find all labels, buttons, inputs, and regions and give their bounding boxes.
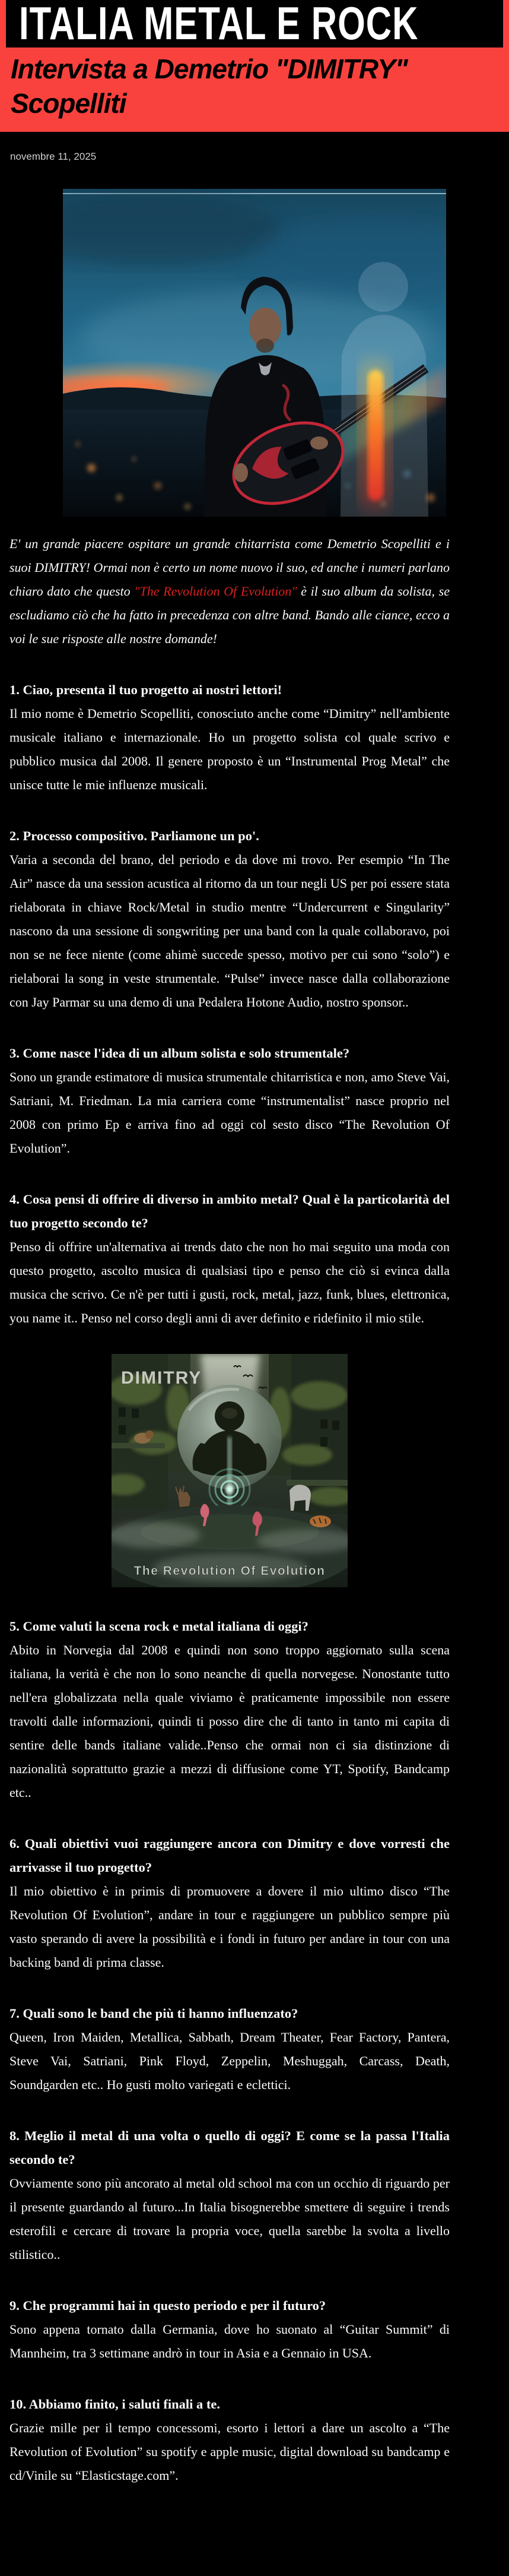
site-logo-banner[interactable]: [6, 0, 503, 48]
beard: [256, 338, 274, 353]
answer-paragraph: Il mio obiettivo è in primis di promuovere a dovere il mio ultimo disco “The Revolution Of Evolution”, andare in tour e raggiungere un pubblico sempre più vasto sperando di avere la possibilità e i fondi in futuro per andare in tour con una backing band di prima classe.: [9, 1883, 450, 1970]
answer-paragraph: Grazie mille per il tempo concessomi, esorto i lettori a dare un ascolto a “The Revolution of Evolution” su spotify e apple music, digital download su bandcamp e cd/Vinile su “Elasticstage.com”.: [9, 2420, 450, 2483]
question-heading: 4. Cosa pensi di offrire di diverso in ambito metal? Qual è la particolarità del tuo progetto secondo te?: [9, 1191, 450, 1230]
answer-paragraph: Varia a seconda del brano, del periodo e da dove mi trovo. Per esempio “In The Air” nasce da una session acustica al ritorno da un tour negli US per poi essere stata rielaborata in chiave Rock/Metal in studio mentre “Undercurrent e Singularity” nascono da una sessione di songwriting per una band con la quale collaboravo, poi non se ne fece niente (come ahimè succede spesso, motivo per cui sono “solo”) e rielaborai la song in veste strumentale. “Pulse” invece nasce dalla collaborazione con Jay Parmar su una demo di una Pedalera Hotone Audio, nostro sponsor..: [9, 852, 450, 1009]
question-heading: 6. Quali obiettivi vuoi raggiungere ancora con Dimitry e dove vorresti che arrivasse il tuo progetto?: [9, 1836, 450, 1875]
qa-block: [9, 2002, 450, 2097]
qa-block: [9, 1188, 450, 1330]
answer-paragraph: Queen, Iron Maiden, Metallica, Sabbath, Dream Theater, Fear Factory, Pantera, Steve Vai, Satriani, Pink Floyd, Zeppelin, Meshuggah, Carcass, Death, Soundgarden etc.. Ho gusti molto variegati e eclettici.: [9, 2029, 450, 2092]
qa-list: [9, 1615, 450, 2488]
qa-block: [9, 824, 450, 1014]
album-title-link[interactable]: "The Revolution Of Evolution": [134, 583, 297, 599]
artist-photo: [63, 189, 446, 517]
qa-block: [9, 1042, 450, 1160]
question-heading: 10. Abbiamo finito, i saluti finali a te.: [9, 2396, 221, 2412]
site-header: [0, 0, 509, 132]
article-title: Intervista a Demetrio "DIMITRY" Scopelliti: [11, 53, 408, 119]
question-heading: 3. Come nasce l'idea di un album solista e solo strumentale?: [9, 1045, 350, 1061]
album-cover: [112, 1354, 348, 1587]
article-date: novembre 11, 2025: [10, 150, 97, 162]
answer-paragraph: Abito in Norvegia dal 2008 e quindi non sono troppo aggiornato sulla scena italiana, la verità è che non lo sono neanche di quella norvegese. Nonostante tutto nell'era globalizzata nella quale viviamo è praticamente impossibile non essere travolti dalle informazioni, quindi ti posso dire che di tanto in tanto mi capita di sentire delle bands italiane valide..Penso che ormai non ci sia distinzione di nazionalità soprattutto grazie a mezzi di diffusione come YT, Spotify, Bandcamp etc..: [9, 1642, 450, 1800]
album-band-logo: DIMITRY: [121, 1368, 202, 1388]
prism-streak: [360, 361, 390, 509]
site-logo-text: ITALIA METAL E ROCK: [19, 0, 419, 48]
ledge-right: [287, 1480, 348, 1486]
article-body: [0, 532, 509, 2499]
left-hand: [234, 463, 248, 482]
qa-block: [9, 2124, 450, 2267]
qa-block: [9, 1832, 450, 1974]
intro-text-2: è il suo album da solista, se escludiamo ciò che ha fatto in precedenza con altre band. Bando alle ciance, ecco a voi le sue risposte alle nostre domande!: [9, 583, 450, 646]
qa-block: [9, 678, 450, 797]
qa-block: [9, 2294, 450, 2365]
answer-paragraph: Il mio nome è Demetrio Scopelliti, conosciuto anche come “Dimitry” nell'ambiente musicale italiano e internazionale. Ho un progetto solista col quale scrivo e pubblico musica dal 2008. Il genere proposto è un “Instrumental Prog Metal” che unisce tutte le mie influenze musicali.: [9, 705, 450, 792]
question-heading: 2. Processo compositivo. Parliamone un po'.: [9, 828, 259, 843]
intro-text-1: E' un grande piacere ospitare un grande chitarrista come Demetrio Scopelliti e i suoi DIMITRY! Ormai non è certo un nome nuovo il suo, ed anche i numeri parlano chiaro dato che questo: [9, 536, 450, 599]
qa-block: [9, 2393, 450, 2488]
qa-block: [9, 1615, 450, 1805]
ledge-left: [112, 1443, 165, 1448]
answer-paragraph: Ovviamente sono più ancorato al metal old school ma con un occhio di riguardo per il presente guardando al futuro...In Italia bisognerebbe smettere di seguire i trends esterofili e cercare di trovare la propria voce, quella sarebbe la svolta a livello stilistico..: [9, 2175, 450, 2262]
answer-paragraph: Sono appena tornato dalla Germania, dove ho suonato al “Guitar Summit” di Mannheim, tra 3 settimane andrò in tour in Asia e a Gennaio in USA.: [9, 2321, 450, 2360]
qa-list: [9, 678, 450, 1330]
question-heading: 5. Come valuti la scena rock e metal italiana di oggi?: [9, 1618, 308, 1634]
question-heading: 1. Ciao, presenta il tuo progetto ai nostri lettori!: [9, 682, 282, 697]
photo-top-line: [63, 193, 446, 194]
answer-paragraph: Sono un grande estimatore di musica strumentale chitarristica e non, amo Steve Vai, Satriani, M. Friedman. La mia carriera come “instrumentalist” nasce proprio nel 2008 con primo Ep e arriva fino ad oggi col sesto disco “The Revolution Of Evolution”.: [9, 1069, 450, 1156]
answer-paragraph: Penso di offrire un'alternativa ai trends dato che non ho mai seguito una moda con questo progetto, ascolto musica di qualsiasi tipo e penso che ciò si evinca dalla musica che scrivo. Ce n'è per tutti i gusti, rock, metal, jazz, funk, blues, elettronica, you name it.. Penso nel corso degli anni di aver definito e ridefinito il mio stile.: [9, 1239, 450, 1325]
question-heading: 9. Che programmi hai in questo periodo e per il futuro?: [9, 2297, 326, 2313]
right-hand: [310, 436, 328, 450]
question-heading: 7. Quali sono le band che più ti hanno influenzato?: [9, 2005, 298, 2021]
question-heading: 8. Meglio il metal di una volta o quello di oggi? E come se la passa l'Italia secondo te?: [9, 2128, 450, 2167]
intro-paragraph: [9, 532, 450, 651]
album-caption: The Revolution Of Evolution: [133, 1564, 326, 1578]
